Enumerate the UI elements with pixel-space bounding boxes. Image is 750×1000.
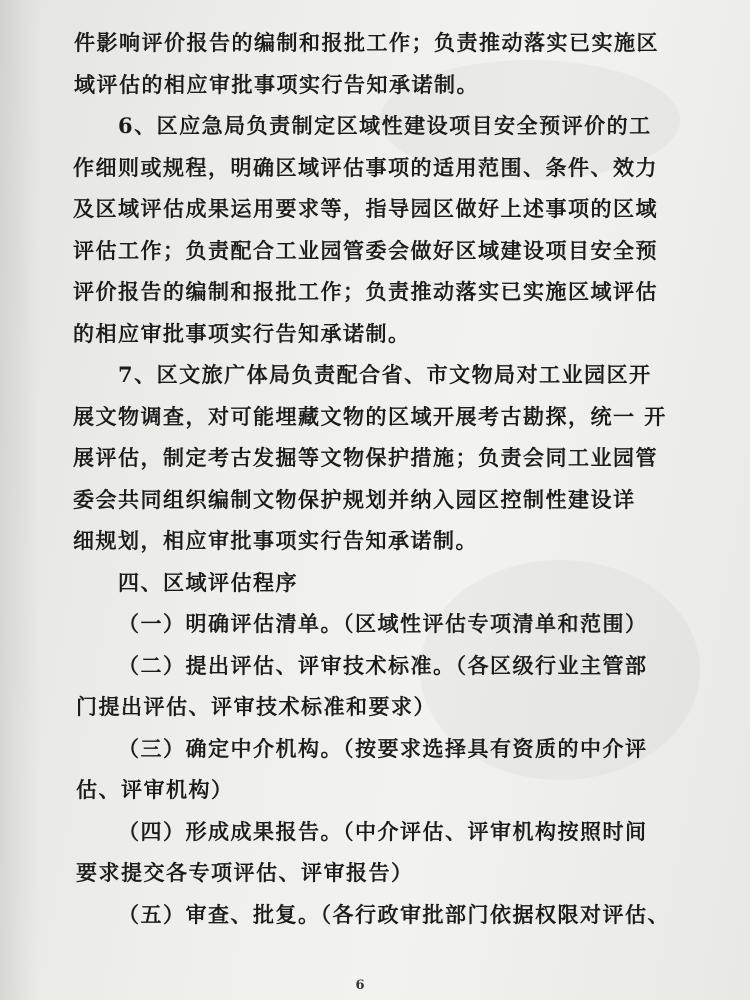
section-heading: 四、区域评估程序 <box>118 569 298 595</box>
text-line: 评价报告的编制和报批工作；负责推动落实已实施区域评估 <box>73 279 658 304</box>
text-line: 门提出评估、评审技术标准和要求） <box>76 694 436 719</box>
text-line: 要求提交各专项评估、评审报告） <box>76 860 414 885</box>
text-line: 6、区应急局负责制定区域性建设项目安全预评价的工 <box>118 113 652 138</box>
text-line: （三）确定中介机构。（按要求选择具有资质的中介评 <box>118 735 648 761</box>
text-line: 委会共同组织编制文物保护规划并纳入园区控制性建设详 <box>73 486 636 512</box>
page-number: 6 <box>355 978 365 993</box>
text-line: 细规划，相应审批事项实行告知承诺制。 <box>73 528 478 553</box>
text-line: 展评估，制定考古发掘等文物保护措施；负责会同工业园管 <box>73 445 658 470</box>
text-line: 7、区文旅广体局负责配合省、市文物局对工业园区开 <box>118 362 652 387</box>
text-line: 评估工作；负责配合工业园管委会做好区域建设项目安全预 <box>73 237 658 263</box>
text-line: （二）提出评估、评审技术标准。（各区级行业主管部 <box>118 652 648 678</box>
text-line: 的相应审批事项实行告知承诺制。 <box>73 320 411 346</box>
text-line: （四）形成成果报告。（中介评估、评审机构按照时间 <box>118 818 648 844</box>
text-line: 展文物调查，对可能埋藏文物的区域开展考古勘探，统一 开 <box>73 403 667 429</box>
text-line: 作细则或规程，明确区域评估事项的适用范围、条件、效力 <box>73 154 658 180</box>
text-line: （一）明确评估清单。（区域性评估专项清单和范围） <box>118 611 648 636</box>
text-line: 件影响评价报告的编制和报批工作；负责推动落实已实施区 <box>74 30 659 55</box>
text-line: 及区域评估成果运用要求等，指导园区做好上述事项的区域 <box>73 196 658 221</box>
text-line: 估、评审机构） <box>76 777 234 802</box>
text-line: 域评估的相应审批事项实行告知承诺制。 <box>74 71 479 97</box>
text-line: （五）审查、批复。（各行政审批部门依据权限对评估、 <box>118 901 670 927</box>
